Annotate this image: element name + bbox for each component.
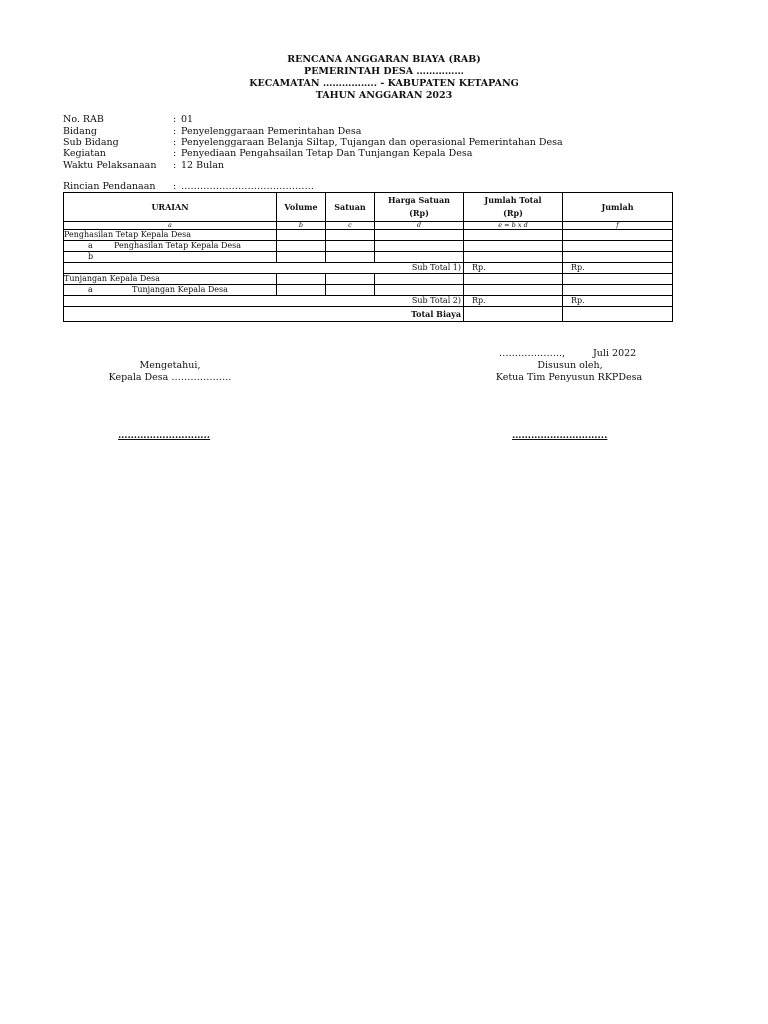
header-jumlah: Jumlah (563, 193, 673, 222)
table-cell (375, 285, 464, 296)
table-row (64, 274, 673, 285)
table-cell (464, 230, 563, 241)
sign-month-year: Juli 2022 (593, 348, 637, 359)
table-cell (375, 274, 464, 285)
info-value: …………………………………… (181, 181, 314, 192)
info-sep: : (173, 126, 177, 137)
header-volume: Volume (277, 193, 326, 222)
total-value (464, 307, 563, 322)
item-text: Tunjangan Kepala Desa (132, 285, 228, 294)
table-cell (375, 230, 464, 241)
header-harga-satuan-line1: Harga Satuan (388, 195, 450, 205)
header-jumlah-total (464, 193, 563, 222)
info-label: Kegiatan (63, 148, 106, 159)
item-letter: b (88, 252, 94, 261)
info-sep: : (173, 137, 177, 148)
info-label: Sub Bidang (63, 137, 119, 148)
header-jumlah-total-line1: Jumlah Total (484, 195, 542, 205)
sign-place: ……………….., (499, 348, 566, 359)
table-cell (375, 241, 464, 252)
header-uraian: URAIAN (64, 193, 277, 222)
item-cell (64, 285, 277, 296)
group-title: Penghasilan Tetap Kepala Desa (64, 230, 277, 241)
table-cell (277, 241, 326, 252)
table-cell (326, 252, 375, 263)
letter-cell: b (277, 222, 326, 230)
item-letter: a (88, 241, 93, 250)
table-header-row (64, 193, 673, 222)
sign-right-name: ………………………... (512, 430, 608, 441)
table-row (64, 285, 673, 296)
table-cell (326, 285, 375, 296)
header-harga-satuan (375, 193, 464, 222)
subtotal-value: Rp. (464, 263, 563, 274)
group-title: Tunjangan Kepala Desa (64, 274, 277, 285)
table-letter-row (64, 222, 673, 230)
sign-date (476, 348, 676, 360)
letter-cell: d (375, 222, 464, 230)
table-row (64, 252, 673, 263)
subtotal-jumlah: Rp. (563, 296, 673, 307)
table-row-subtotal-1 (64, 263, 673, 274)
header-harga-satuan-line2: (Rp) (409, 208, 429, 218)
letter-cell: f (563, 222, 673, 230)
table-cell (563, 230, 673, 241)
table-cell (326, 230, 375, 241)
info-value: 12 Bulan (181, 160, 225, 171)
info-value: Penyediaan Pengahsailan Tetap Dan Tunjangan Kepala Desa (181, 148, 473, 159)
info-value: Penyelenggaraan Belanja Siltap, Tujangan dan operasional Pemerintahan Desa (181, 137, 563, 148)
info-label: Waktu Pelaksanaan (63, 160, 157, 171)
info-no-rab (63, 114, 193, 126)
letter-cell: c (326, 222, 375, 230)
table-cell (464, 241, 563, 252)
table-row-total (64, 307, 673, 322)
info-label: No. RAB (63, 114, 104, 125)
info-sep: : (173, 160, 177, 171)
table-cell (563, 252, 673, 263)
sign-prepared-role: Ketua Tim Penyusun RKPDesa (495, 372, 643, 383)
info-sep: : (173, 148, 177, 159)
sign-left-name: ……………………….. (118, 430, 211, 441)
sign-prepared-by: Disusun oleh, (537, 360, 603, 371)
title-line-3: KECAMATAN …………….. - KABUPATEN KETAPANG (249, 78, 519, 89)
table-cell (464, 252, 563, 263)
info-sep: : (173, 114, 177, 125)
header-jumlah-total-line2: (Rp) (503, 208, 523, 218)
table-cell (563, 241, 673, 252)
total-label: Total Biaya (64, 307, 464, 322)
info-value: 01 (181, 114, 194, 125)
info-sep: : (173, 181, 177, 192)
table-cell (277, 285, 326, 296)
subtotal-value: Rp. (464, 296, 563, 307)
title-line-4: TAHUN ANGGARAN 2023 (315, 90, 453, 101)
subtotal-label: Sub Total 2) (64, 296, 464, 307)
info-value: Penyelenggaraan Pemerintahan Desa (181, 126, 362, 137)
info-waktu (63, 160, 224, 172)
total-jumlah (563, 307, 673, 322)
table-cell (464, 285, 563, 296)
table-cell (563, 274, 673, 285)
subtotal-label: Sub Total 1) (64, 263, 464, 274)
rab-table (63, 192, 673, 322)
subtotal-jumlah: Rp. (563, 263, 673, 274)
info-label: Rincian Pendanaan (63, 181, 156, 192)
table-cell (277, 252, 326, 263)
table-row (64, 241, 673, 252)
table-cell (464, 274, 563, 285)
item-letter: a (88, 285, 93, 294)
table-row-subtotal-2 (64, 296, 673, 307)
info-label: Bidang (63, 126, 97, 137)
item-cell (64, 252, 277, 263)
table-cell (326, 241, 375, 252)
item-text: Penghasilan Tetap Kepala Desa (114, 241, 242, 250)
info-kegiatan (63, 148, 472, 160)
sign-acknowledged-role: Kepala Desa ………………. (108, 372, 232, 383)
letter-cell: a (64, 222, 277, 230)
header-satuan: Satuan (326, 193, 375, 222)
table-cell (277, 230, 326, 241)
table-cell (563, 285, 673, 296)
table-cell (375, 252, 464, 263)
sign-acknowledged: Mengetahui, (139, 360, 201, 371)
table-row (64, 230, 673, 241)
table-cell (277, 274, 326, 285)
item-cell (64, 241, 277, 252)
letter-cell: e = b x d (464, 222, 563, 230)
title-line-2: PEMERINTAH DESA …………… (304, 66, 464, 77)
table-cell (326, 274, 375, 285)
title-line-1: RENCANA ANGGARAN BIAYA (RAB) (287, 54, 481, 65)
